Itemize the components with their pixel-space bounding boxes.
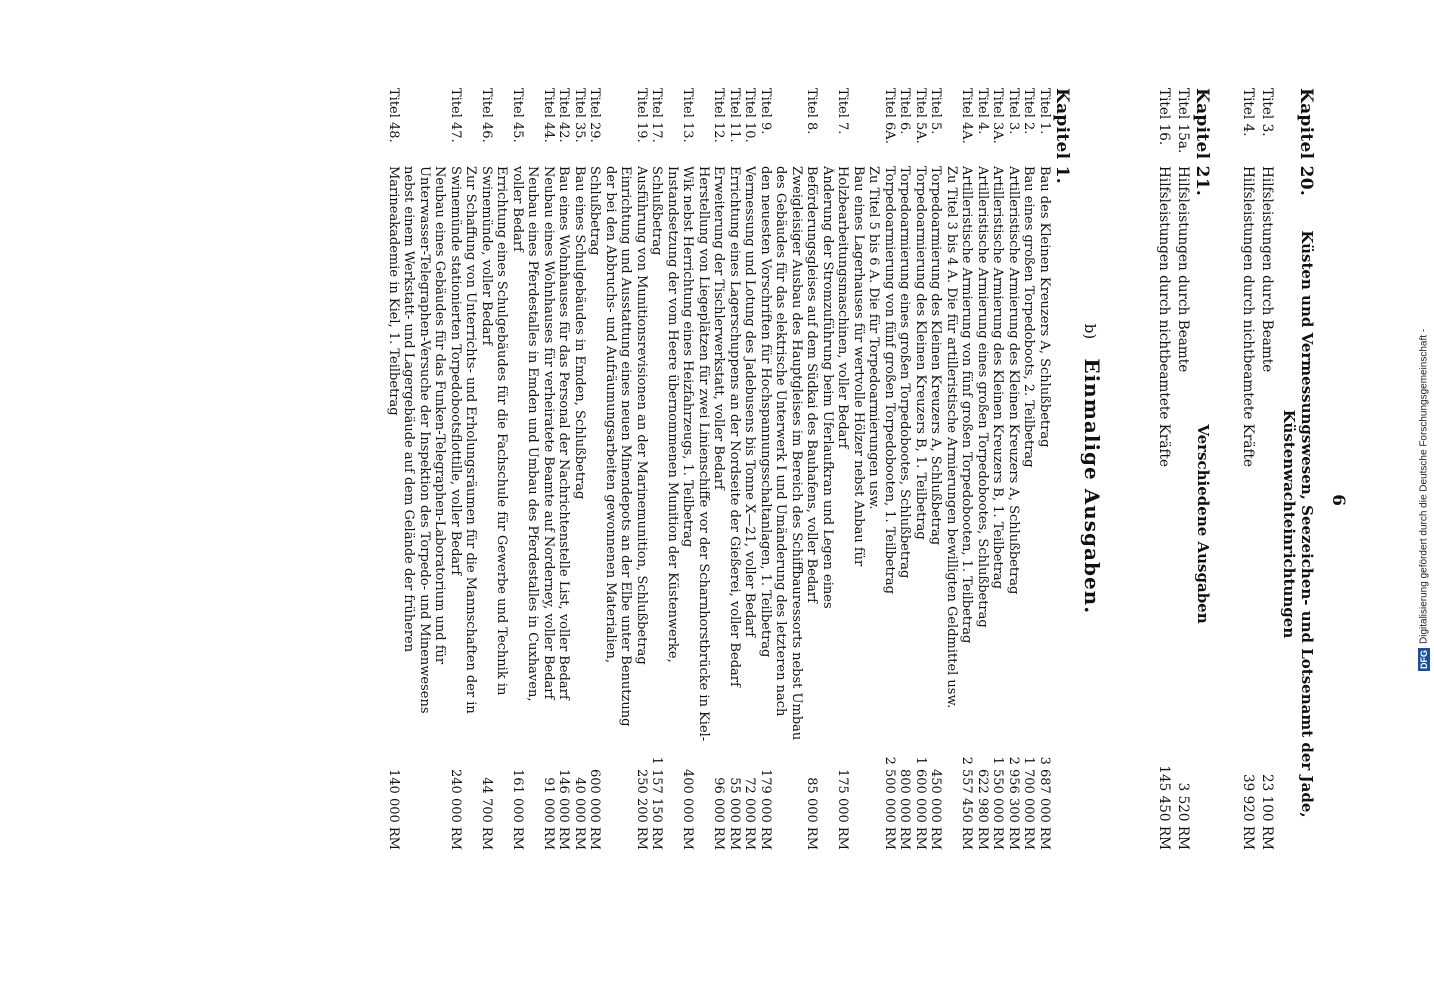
row-description: Einrichtung und Ausstattung eines neuen Minendepots an der Elbe unter Benutzung der bei den Abbruchs- und Aufräumungsarbeiten gewonnenen Materialien, Schlußbetrag bbox=[587, 166, 634, 727]
row-amount: 91 000 RM bbox=[541, 777, 556, 850]
kapitel-1-label: Kapitel 1. bbox=[1052, 88, 1072, 184]
kapitel-20-title-1: Küsten und Vermessungswesen, Seezeichen- und Lotsenamt der Jade, bbox=[1298, 230, 1316, 818]
row-amount: 1 700 000 RM bbox=[1021, 756, 1037, 850]
row-amount: 44 700 RM bbox=[479, 777, 494, 850]
budget-row bbox=[990, 88, 1006, 850]
kapitel-20-title-2: Küstenwachteinrichtungen bbox=[1280, 409, 1298, 639]
row-description: Zweigleisiger Ausbau des Hauptgleises im Bereich des Schiffbauressorts nebst Umbau des Gebäudes für das elektrische Unterwerk I und Umänderung des letzteren nach den neuesten Vorschriften für Hochspannungsschaltanlagen, 1. Teilbetrag bbox=[758, 166, 804, 741]
title-number: Titel 46. bbox=[479, 88, 494, 143]
budget-row bbox=[1154, 88, 1173, 850]
kapitel-21 bbox=[1154, 88, 1212, 850]
row-description: Artilleristische Armierung des Kleinen Kreuzers B, 1. Teilbetrag bbox=[990, 166, 1006, 589]
row-description: Neubau eines Wohnhauses für verheiratete Beamte auf Norderney, voller Bedarf bbox=[541, 166, 556, 700]
row-amount: 250 200 RM bbox=[634, 769, 649, 850]
title-number: Titel 12. bbox=[711, 88, 727, 143]
row-amount: 2 557 450 RM bbox=[959, 756, 975, 850]
row-amount: 240 000 RM bbox=[448, 769, 463, 850]
title-number: Titel 42. bbox=[556, 88, 572, 143]
budget-row bbox=[1006, 88, 1022, 850]
budget-row bbox=[680, 88, 711, 850]
title-number: Titel 7. bbox=[835, 88, 851, 135]
row-description: Zur Schaffung von Unterrichts- und Erholungsräumen für die Mannschaften der in Swinemünde stationierten Torpedobootsflottille, voller Bedarf bbox=[448, 166, 479, 714]
kapitel-20-label: Kapitel 20. bbox=[1296, 88, 1316, 197]
title-number: Titel 13. bbox=[680, 88, 696, 143]
title-number: Titel 8. bbox=[804, 88, 820, 135]
title-number: Titel 48. bbox=[386, 88, 401, 143]
row-description: Torpedoarmierung von fünf großen Torpedobooten, 1. Teilbetrag bbox=[882, 166, 897, 594]
row-description: Bau des Kleinen Kreuzers A, Schlußbetrag bbox=[1037, 166, 1052, 448]
title-number: Titel 3A. bbox=[990, 88, 1006, 144]
page-number: 6 bbox=[1328, 494, 1348, 506]
budget-row bbox=[897, 88, 913, 850]
row-amount: 140 000 RM bbox=[386, 769, 401, 850]
title-number: Titel 19. bbox=[634, 88, 649, 143]
row-description: Artilleristische Armierung des Kleinen Kreuzers A, Schlußbetrag bbox=[1006, 166, 1021, 595]
title-number: Titel 2. bbox=[1021, 88, 1037, 135]
budget-row bbox=[1037, 88, 1053, 850]
budget-row bbox=[510, 88, 541, 850]
budget-row bbox=[835, 88, 866, 850]
row-description: Erweiterung der Tischlerwerkstatt, voller Bedarf bbox=[711, 166, 727, 490]
budget-row bbox=[866, 88, 882, 850]
kapitel-21-rows bbox=[1154, 88, 1192, 850]
budget-row bbox=[959, 88, 975, 850]
section-b-prefix: b) bbox=[1081, 323, 1099, 340]
row-description: Torpedoarmierung eines großen Torpedobootes, Schlußbetrag bbox=[897, 166, 913, 579]
title-number: Titel 4. bbox=[1240, 88, 1256, 137]
budget-row bbox=[1238, 88, 1257, 850]
title-number: Titel 11. bbox=[727, 88, 742, 143]
row-description: Neubau eines Gebäudes für das Funken-Telegraphen-Laboratorium und für Unterwasser-Telegraphen-Versuche der Inspektion des Torpedo- und Minenwesens nebst einem Werkstatt- und Lagergebäude auf dem Gelände der früheren Marineakademie in Kiel, 1. Teilbetrag bbox=[386, 166, 448, 714]
budget-row bbox=[541, 88, 557, 850]
budget-row bbox=[758, 88, 805, 850]
row-description: Neubau eines Pferdestalles in Emden und Umbau des Pferdestalles in Cuxhaven, voller Bedarf bbox=[510, 166, 541, 702]
title-number: Titel 10. bbox=[742, 88, 758, 143]
row-amount: 179 000 RM bbox=[758, 769, 773, 850]
row-amount: 146 000 RM bbox=[556, 769, 572, 850]
row-amount: 72 000 RM bbox=[742, 777, 758, 850]
row-description: Zu Titel 5 bis 6 A. Die für Torpedoarmierungen usw. bbox=[866, 166, 882, 510]
title-number: Titel 17. bbox=[649, 88, 665, 143]
row-description: Herstellung von Liegeplätzen für zwei Linienschiffe vor der Scharnhorstbrücke in Kiel-Wik nebst Herrichtung eines Heizfahrzeugs, 1. Teilbetrag bbox=[680, 166, 711, 742]
section-b-heading bbox=[1080, 88, 1104, 850]
row-amount: 1 600 000 RM bbox=[913, 756, 928, 850]
row-amount: 55 000 RM bbox=[727, 777, 742, 850]
row-description: Torpedoarmierung des Kleinen Kreuzers B, 1. Teilbetrag bbox=[913, 166, 928, 540]
row-amount: 85 000 RM bbox=[804, 777, 820, 850]
dfg-credit-text: Digitalisierung gefördert durch die Deutsche Forschungsgemeinschaft - bbox=[1418, 328, 1430, 645]
row-description: Hilfsleistungen durch Beamte bbox=[1259, 166, 1275, 373]
row-amount: 23 100 RM bbox=[1259, 773, 1275, 850]
title-number: Titel 45. bbox=[510, 88, 525, 143]
row-description: Instandsetzung der vom Heere übernommenen Munition der Küstenwerke, Schlußbetrag bbox=[649, 166, 680, 663]
title-number: Titel 9. bbox=[758, 88, 773, 135]
title-number: Titel 44. bbox=[541, 88, 556, 143]
row-description: Änderung der Stromzuführung beim Uferlaufkran und Legen eines Beförderungsgleises auf dem Südkai des Bauhafens, voller Bedarf bbox=[804, 166, 835, 609]
row-amount: 450 000 RM bbox=[928, 769, 944, 850]
title-number: Titel 4. bbox=[975, 88, 990, 135]
row-amount: 400 000 RM bbox=[680, 769, 696, 850]
title-number: Titel 5A. bbox=[913, 88, 928, 144]
dfg-logo: DFG bbox=[1419, 650, 1429, 670]
budget-row bbox=[975, 88, 991, 850]
row-description: Ausführung von Munitionsrevisionen an der Marinemunition, Schlußbetrag bbox=[634, 166, 649, 665]
row-amount: 39 920 RM bbox=[1240, 773, 1256, 850]
row-amount: 622 980 RM bbox=[975, 769, 990, 850]
row-description: Bau eines Schulgebäudes in Emden, Schlußbetrag bbox=[572, 166, 587, 500]
row-amount: 2 500 000 RM bbox=[882, 756, 897, 850]
budget-row bbox=[572, 88, 588, 850]
row-amount: 2 956 300 RM bbox=[1006, 756, 1021, 850]
budget-row bbox=[804, 88, 835, 850]
budget-row bbox=[448, 88, 479, 850]
budget-row bbox=[1257, 88, 1276, 850]
title-number: Titel 6A. bbox=[882, 88, 897, 144]
budget-row bbox=[1021, 88, 1037, 850]
budget-row bbox=[634, 88, 650, 850]
row-description: Vermessung und Lotung des Jadebusens bis Tonne X—21, voller Bedarf bbox=[742, 166, 758, 638]
budget-row bbox=[386, 88, 448, 850]
title-number: Titel 5. bbox=[928, 88, 944, 135]
row-amount: 96 000 RM bbox=[711, 777, 727, 850]
title-number: Titel 3. bbox=[1259, 88, 1275, 137]
row-amount: 600 000 RM bbox=[587, 769, 603, 850]
title-number: Titel 16. bbox=[1156, 88, 1172, 146]
budget-row bbox=[727, 88, 743, 850]
row-amount: 3 687 000 RM bbox=[1037, 756, 1052, 850]
row-amount: 145 450 RM bbox=[1156, 765, 1172, 850]
row-amount: 3 520 RM bbox=[1175, 782, 1191, 850]
budget-row bbox=[1173, 88, 1192, 850]
kapitel-21-subtitle: Verschiedene Ausgaben bbox=[1194, 424, 1212, 624]
row-amount: 1 550 000 RM bbox=[990, 756, 1006, 850]
row-description: Torpedoarmierung des Kleinen Kreuzers A, Schlußbetrag bbox=[928, 166, 944, 546]
row-description: Bau eines großen Torpedoboots, 2. Teilbetrag bbox=[1021, 166, 1037, 468]
budget-row bbox=[649, 88, 680, 850]
budget-row bbox=[742, 88, 758, 850]
row-amount: 175 000 RM bbox=[835, 769, 851, 850]
budget-row bbox=[928, 88, 944, 850]
title-number: Titel 15a. bbox=[1175, 88, 1191, 154]
budget-row bbox=[711, 88, 727, 850]
title-number: Titel 29. bbox=[587, 88, 603, 143]
budget-row bbox=[556, 88, 572, 850]
row-description: Errichtung eines Lagerschuppens an der Nordseite der Gießerei, voller Bedarf bbox=[727, 166, 742, 687]
kapitel-20 bbox=[1238, 88, 1316, 850]
row-description: Artilleristische Armierung von fünf großen Torpedobooten, 1. Teilbetrag bbox=[959, 166, 975, 644]
row-amount: 161 000 RM bbox=[510, 769, 525, 850]
row-description: Errichtung eines Schulgebäudes für die Fachschule für Gewerbe und Technik in Swinemünde, voller Bedarf bbox=[479, 166, 510, 696]
row-description: Zu Titel 3 bis 4 A. Die für artilleristische Armierungen bewilligten Geldmittel usw. bbox=[944, 166, 959, 709]
row-description: Bau eines Lagerhauses für wertvolle Hölzer nebst Anbau für Holzbearbeitungsmaschinen, voller Bedarf bbox=[835, 166, 866, 567]
row-description: Hilfsleistungen durch nichtbeamtete Kräfte bbox=[1156, 166, 1172, 468]
row-description: Hilfsleistungen durch Beamte bbox=[1175, 166, 1191, 373]
budget-row bbox=[944, 88, 960, 850]
budget-row bbox=[587, 88, 634, 850]
kapitel-20-rows bbox=[1238, 88, 1276, 850]
row-amount: 1 157 150 RM bbox=[649, 756, 665, 850]
row-amount: 40 000 RM bbox=[572, 777, 587, 850]
row-description: Artilleristische Armierung eines großen Torpedobootes, Schlußbetrag bbox=[975, 166, 990, 628]
budget-row bbox=[479, 88, 510, 850]
kapitel-1-rows bbox=[386, 88, 1053, 850]
row-description: Hilfsleistungen durch nichtbeamtete Kräfte bbox=[1240, 166, 1256, 468]
row-amount: 800 000 RM bbox=[897, 769, 913, 850]
title-number: Titel 35. bbox=[572, 88, 587, 143]
dfg-credit bbox=[1414, 0, 1434, 1000]
kapitel-1 bbox=[386, 88, 1073, 850]
title-number: Titel 47. bbox=[448, 88, 463, 143]
title-number: Titel 4A. bbox=[959, 88, 975, 144]
section-b-title: Einmalige Ausgaben. bbox=[1080, 358, 1104, 615]
title-number: Titel 3. bbox=[1006, 88, 1021, 135]
title-number: Titel 6. bbox=[897, 88, 913, 135]
row-description: Bau eines Wohnhauses für das Personal der Nachrichtenstelle List, voller Bedarf bbox=[556, 166, 572, 700]
kapitel-21-label: Kapitel 21. bbox=[1192, 88, 1212, 197]
budget-row bbox=[882, 88, 898, 850]
budget-row bbox=[913, 88, 929, 850]
title-number: Titel 1. bbox=[1037, 88, 1052, 135]
